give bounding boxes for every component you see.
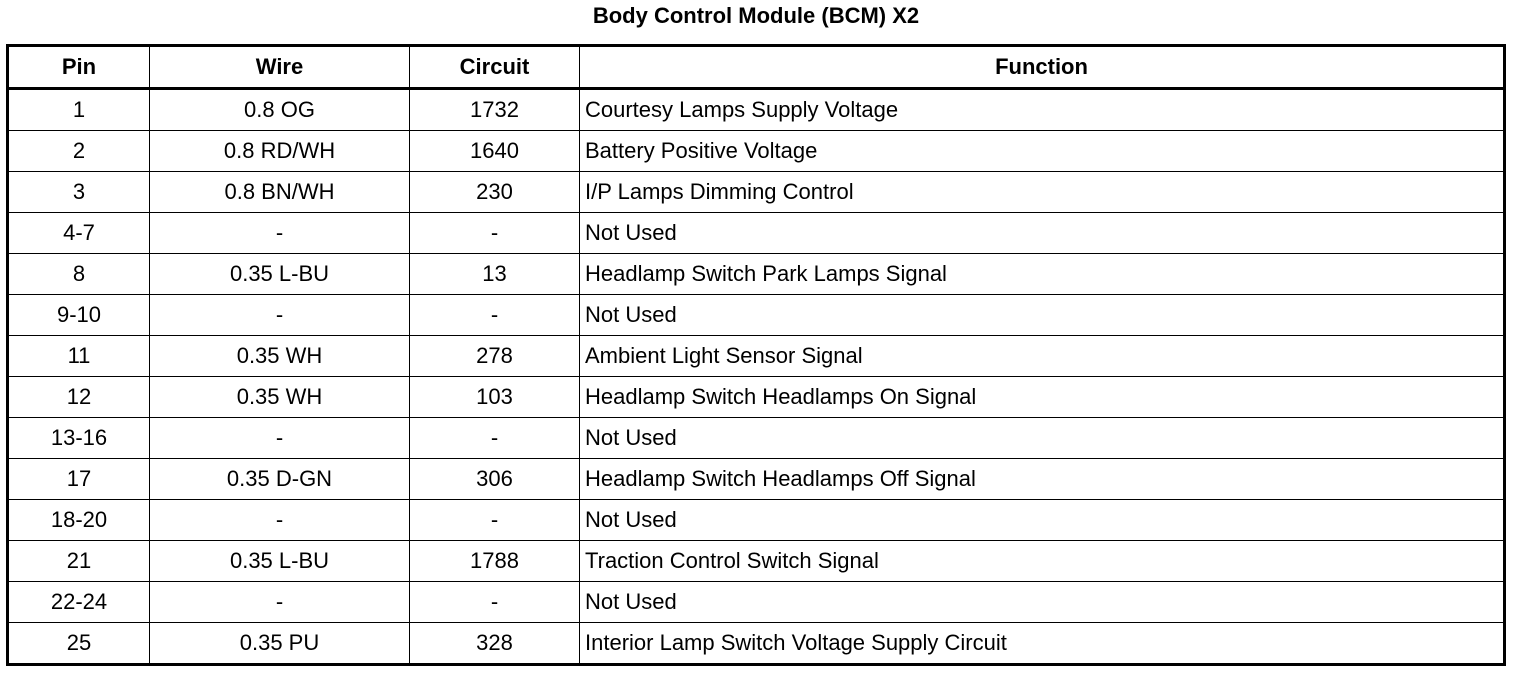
pin-cell: 13-16 — [8, 418, 150, 459]
page-title: Body Control Module (BCM) X2 — [592, 3, 920, 28]
function-cell: Not Used — [580, 213, 1505, 254]
header-wire: Wire — [150, 46, 410, 89]
wire-cell: 0.35 L-BU — [150, 541, 410, 582]
table-row — [8, 541, 1505, 582]
pin-cell: 11 — [8, 336, 150, 377]
table-row — [8, 377, 1505, 418]
wire-cell: - — [150, 213, 410, 254]
circuit-cell: - — [410, 582, 580, 623]
function-cell: Not Used — [580, 295, 1505, 336]
circuit-cell: 1640 — [410, 131, 580, 172]
pin-cell: 2 — [8, 131, 150, 172]
pin-cell: 21 — [8, 541, 150, 582]
wire-cell: - — [150, 418, 410, 459]
wire-cell: - — [150, 582, 410, 623]
table-header — [8, 46, 1505, 89]
pin-cell: 12 — [8, 377, 150, 418]
function-cell: Not Used — [580, 582, 1505, 623]
wire-cell: 0.35 WH — [150, 377, 410, 418]
wire-cell: 0.8 BN/WH — [150, 172, 410, 213]
function-cell: Ambient Light Sensor Signal — [580, 336, 1505, 377]
wire-cell: 0.8 RD/WH — [150, 131, 410, 172]
wire-cell: - — [150, 295, 410, 336]
function-cell: Not Used — [580, 500, 1505, 541]
pin-cell: 25 — [8, 623, 150, 665]
circuit-cell: - — [410, 500, 580, 541]
header-function: Function — [580, 46, 1505, 89]
table-row — [8, 459, 1505, 500]
function-cell: Traction Control Switch Signal — [580, 541, 1505, 582]
circuit-cell: 230 — [410, 172, 580, 213]
circuit-cell: 278 — [410, 336, 580, 377]
header-row — [8, 46, 1505, 89]
function-cell: Battery Positive Voltage — [580, 131, 1505, 172]
function-cell: I/P Lamps Dimming Control — [580, 172, 1505, 213]
pin-cell: 4-7 — [8, 213, 150, 254]
wire-cell: 0.35 PU — [150, 623, 410, 665]
table-row — [8, 131, 1505, 172]
table-row — [8, 172, 1505, 213]
circuit-cell: - — [410, 213, 580, 254]
wire-cell: 0.35 WH — [150, 336, 410, 377]
circuit-cell: - — [410, 295, 580, 336]
pin-cell: 18-20 — [8, 500, 150, 541]
circuit-cell: 328 — [410, 623, 580, 665]
table-row — [8, 89, 1505, 131]
table-row — [8, 418, 1505, 459]
table-body — [8, 89, 1505, 665]
circuit-cell: 1788 — [410, 541, 580, 582]
circuit-cell: 103 — [410, 377, 580, 418]
function-cell: Not Used — [580, 418, 1505, 459]
connector-pinout-table — [6, 44, 1506, 666]
table-row — [8, 623, 1505, 665]
pin-cell: 8 — [8, 254, 150, 295]
table-row — [8, 500, 1505, 541]
wire-cell: - — [150, 500, 410, 541]
wire-cell: 0.8 OG — [150, 89, 410, 131]
function-cell: Headlamp Switch Park Lamps Signal — [580, 254, 1505, 295]
function-cell: Headlamp Switch Headlamps Off Signal — [580, 459, 1505, 500]
function-cell: Courtesy Lamps Supply Voltage — [580, 89, 1505, 131]
table-row — [8, 254, 1505, 295]
circuit-cell: 306 — [410, 459, 580, 500]
wire-cell: 0.35 L-BU — [150, 254, 410, 295]
wire-cell: 0.35 D-GN — [150, 459, 410, 500]
header-circuit: Circuit — [410, 46, 580, 89]
pin-cell: 9-10 — [8, 295, 150, 336]
circuit-cell: 13 — [410, 254, 580, 295]
function-cell: Headlamp Switch Headlamps On Signal — [580, 377, 1505, 418]
function-cell: Interior Lamp Switch Voltage Supply Circuit — [580, 623, 1505, 665]
pin-cell: 1 — [8, 89, 150, 131]
table-row — [8, 582, 1505, 623]
pin-cell: 22-24 — [8, 582, 150, 623]
pin-cell: 3 — [8, 172, 150, 213]
header-pin: Pin — [8, 46, 150, 89]
table-row — [8, 336, 1505, 377]
pin-cell: 17 — [8, 459, 150, 500]
circuit-cell: 1732 — [410, 89, 580, 131]
circuit-cell: - — [410, 418, 580, 459]
table-row — [8, 295, 1505, 336]
table-row — [8, 213, 1505, 254]
